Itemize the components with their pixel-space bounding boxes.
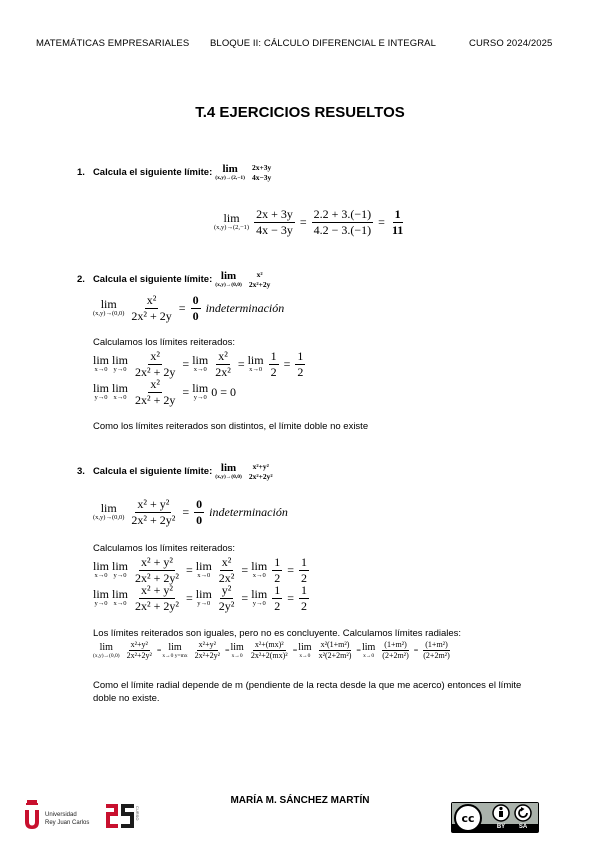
- exercise-2-limit: lim (x,y)→(0,0) x² 2x²+2y: [215, 270, 271, 289]
- author-name: MARÍA M. SÁNCHEZ MARTÍN: [230, 795, 370, 806]
- logo-side-text: CURSO: [135, 806, 140, 821]
- anniversary-25-icon: [104, 800, 136, 830]
- exercise-2-iterated-limit-1: lim x→0 lim y→0 $\frac{\text{x²}}{\text{2x² + 2y}}$ = lim x→0 $\frac{\text{x²}}{\text{2x²}}$ = lim x→0 $\frac{1}{2}$ = $\frac{1}{2}$: [93, 349, 304, 379]
- exercise-2-iterated-title: Calculamos los límites reiterados:: [93, 337, 236, 348]
- exercise-3-radial-intro: Los límites reiterados son iguales, pero no es concluyente. Calculamos límites radiales:: [93, 628, 462, 639]
- exercise-3-iterated-title: Calculamos los límites reiterados:: [93, 543, 236, 554]
- exercise-1-statement: [77, 164, 275, 182]
- university-logo: [22, 800, 140, 832]
- exercise-number: 2.: [77, 274, 85, 286]
- exercise-2-conclusion: Como los límites reiterados son distintos, el límite doble no existe: [93, 421, 369, 432]
- svg-text:cc: cc: [461, 812, 475, 825]
- crown-u-icon: [22, 800, 42, 830]
- header-year: CURSO 2024/2025: [469, 38, 553, 49]
- header-course-name: MATEMÁTICAS EMPRESARIALES: [36, 38, 190, 49]
- exercise-1-solution: lim (x,y)→(2,−1) $\frac{2x + 3y}{4x - 3y}$ = $\frac{2.2 + 3.(-1)}{4.2 - 3.(-1)}$ = $\frac{1}{11}$: [214, 207, 404, 237]
- exercise-3-iterated-limit-2: lim y→0 lim x→0 $\frac{\text{x² + y²}}{\text{2x² + 2y²}}$ = lim y→0 $\frac{\text{y²}}{\text{2y²}}$ = lim y→0 $\frac{1}{2}$ = $\frac{1}{2}$: [93, 583, 307, 613]
- exercise-prompt: Calcula el siguiente límite:: [92, 167, 213, 179]
- exercise-prompt: Calcula el siguiente límite:: [92, 466, 213, 478]
- cc-by-label: BY: [496, 824, 506, 830]
- exercise-3-conclusion: Como el límite radial depende de m (pendiente de la recta desde la que me acerco) entonces el límite doble no existe.: [93, 680, 522, 704]
- header-block-title: BLOQUE II: CÁLCULO DIFERENCIAL E INTEGRAL: [210, 38, 436, 49]
- exercise-number: 1.: [77, 167, 85, 179]
- exercise-1-limit: lim (x,y)→(2,−1) 2x+3y 4x−3y: [215, 163, 272, 182]
- exercise-2-statement: [77, 271, 274, 289]
- exercise-3-radial-limits: lim (x,y)→(0,0) $\frac{\text{x²+y²}}{\text{2x²+2y²}}$ = lim x→0 y=mx $\frac{\text{x²+y²}}{\text{2x²+2y²}}$ = lim x→0 $\frac{\text{x²+(mx)²}}{\text{2x²+2(mx)²}}$ = lim x→0 $\frac{\text{x²(1+m²)}}{\text{x²(2+2m²)}}$ = lim x→0 $\frac{\text{(1+m²)}}{\text{(2+2m²)}}$ = $\frac{\text{(1+m²)}}{\text{(2+2m²)}}$: [93, 640, 450, 661]
- cc-license-badge: [451, 802, 539, 833]
- attribution-icon: [492, 804, 510, 822]
- share-alike-icon: [514, 804, 532, 822]
- exercise-3-direct-substitution: lim (x,y)→(0,0) $\frac{\text{x² + y²}}{\text{2x² + 2y²}}$ = $\frac{0}{0}$ indeterminación: [93, 497, 288, 527]
- exercise-2-iterated-limit-2: lim y→0 lim x→0 $\frac{\text{x²}}{\text{2x² + 2y}}$ = lim y→0 0 = 0: [93, 377, 236, 407]
- cc-icon: [453, 803, 483, 833]
- exercise-3-limit: lim (x,y)→(0,0) x²+y² 2x²+2y²: [215, 462, 273, 481]
- exercise-prompt: Calcula el siguiente límite:: [92, 274, 213, 286]
- exercise-3-statement: [77, 463, 277, 481]
- page-title: T.4 EJERCICIOS RESUELTOS: [195, 104, 405, 121]
- university-name: Universidad Rey Juan Carlos: [45, 812, 90, 826]
- cc-sa-label: SA: [518, 824, 528, 830]
- exercise-number: 3.: [77, 466, 85, 478]
- exercise-3-iterated-limit-1: lim x→0 lim y→0 $\frac{\text{x² + y²}}{\text{2x² + 2y²}}$ = lim x→0 $\frac{\text{x²}}{\text{2x²}}$ = lim x→0 $\frac{1}{2}$ = $\frac{1}{2}$: [93, 555, 307, 585]
- exercise-2-direct-substitution: lim (x,y)→(0,0) $\frac{\text{x²}}{\text{2x² + 2y}}$ = $\frac{0}{0}$ indeterminación: [93, 293, 285, 323]
